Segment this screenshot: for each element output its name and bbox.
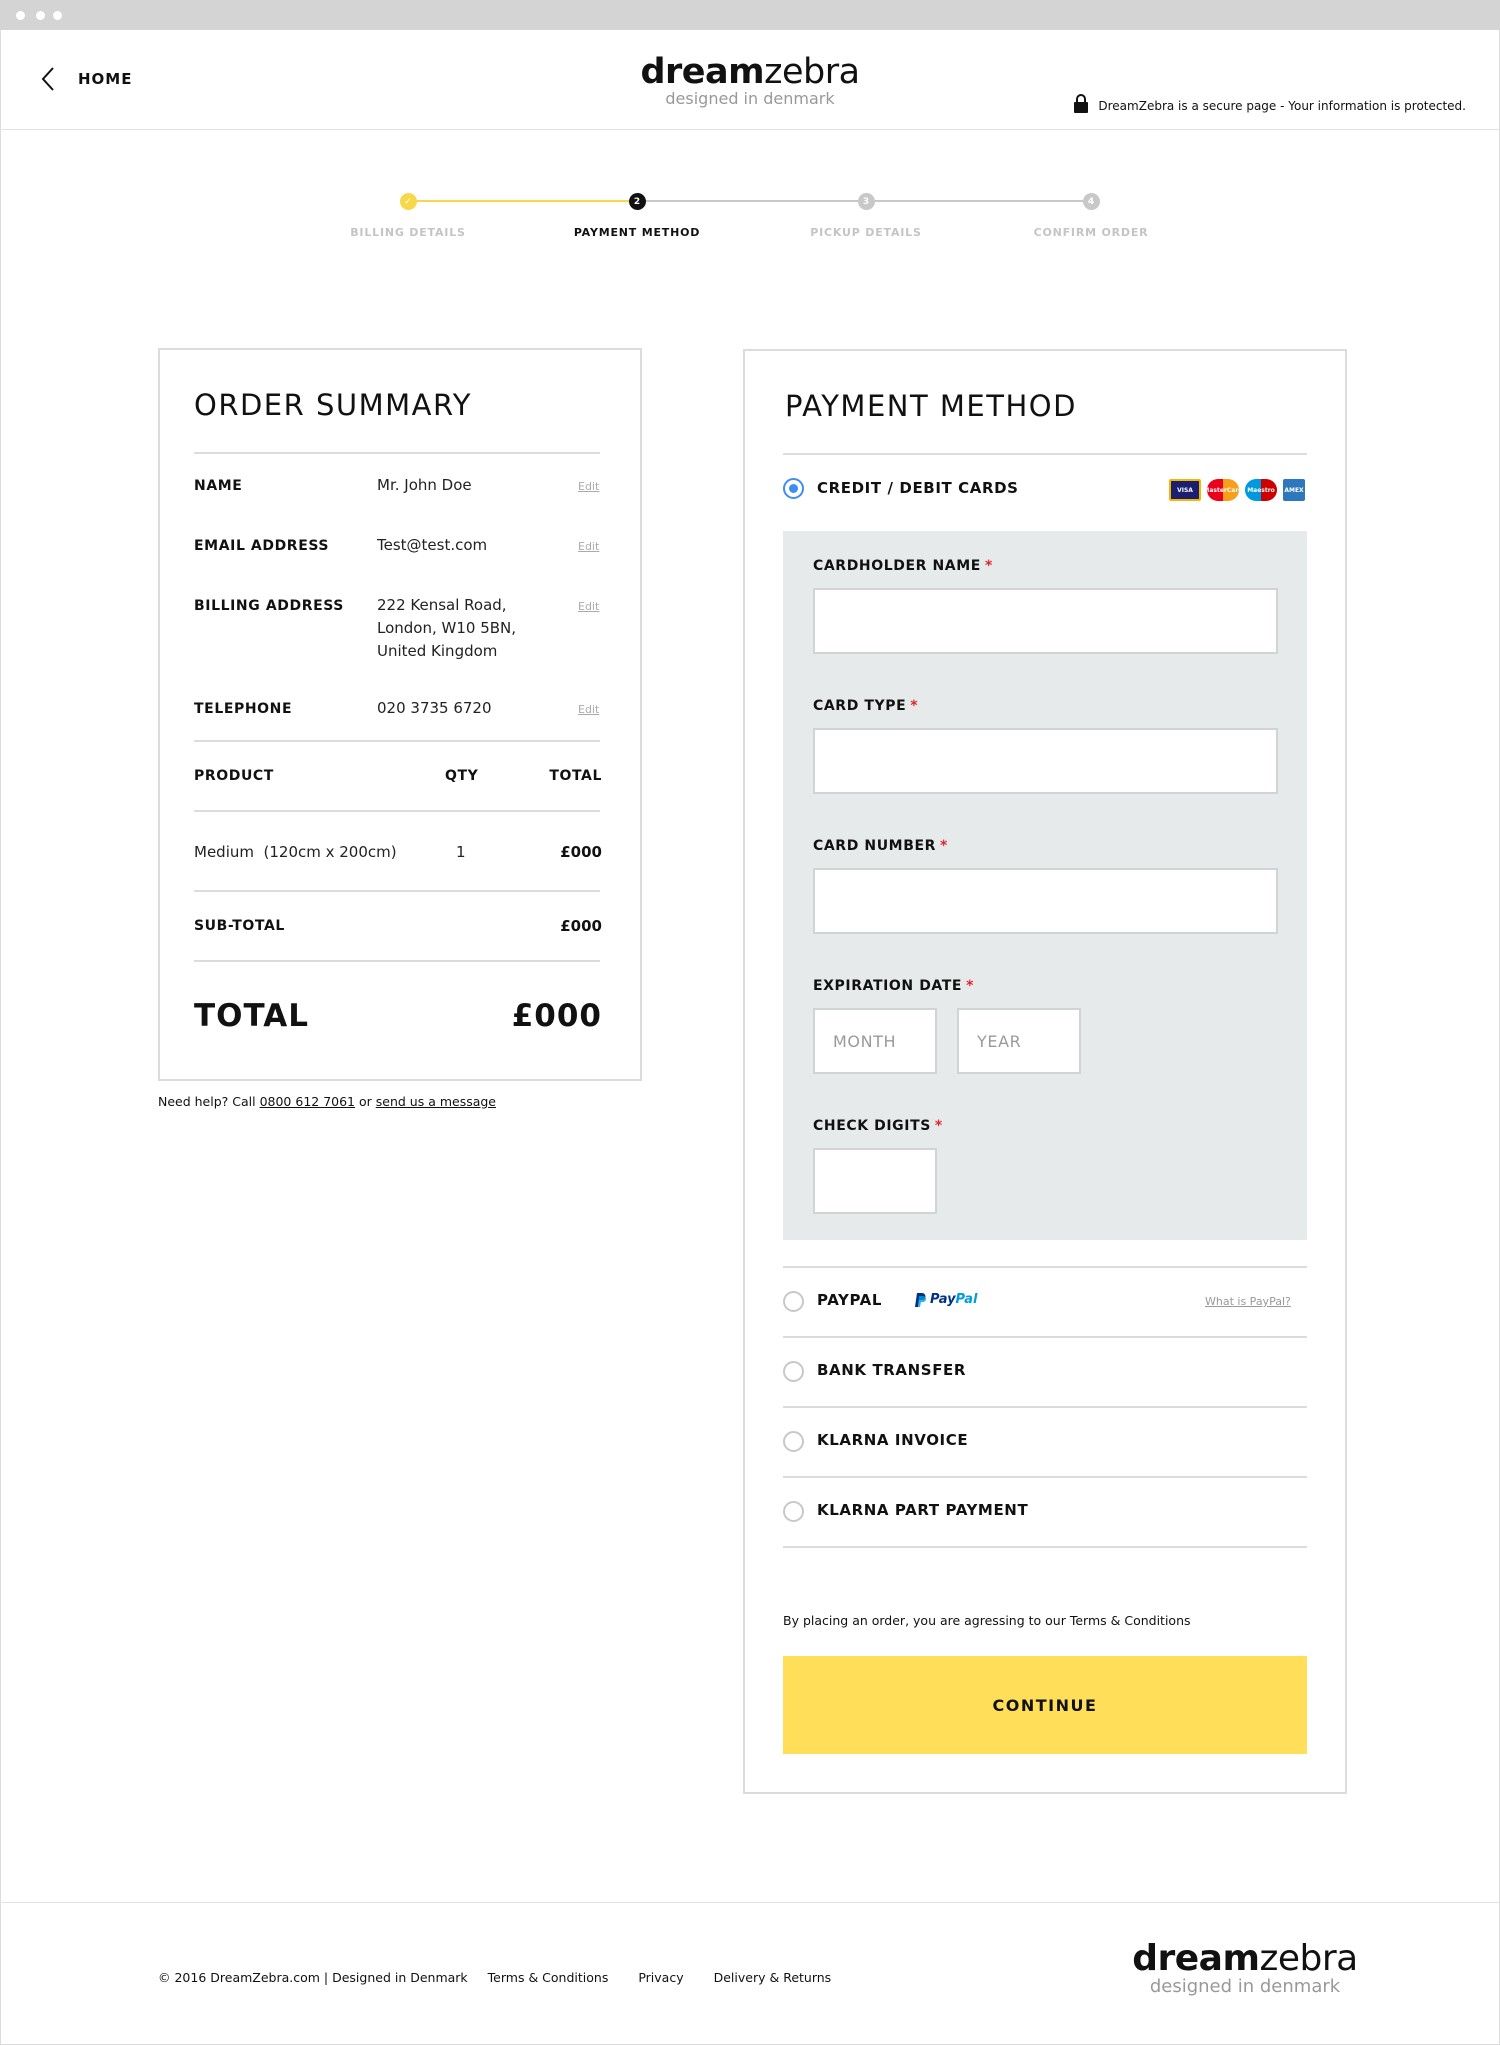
billing-address-label: BILLING ADDRESS <box>194 598 344 614</box>
cardholder-name-input[interactable] <box>813 588 1278 654</box>
divider <box>194 960 600 962</box>
help-phone-link[interactable]: 0800 612 7061 <box>259 1094 356 1109</box>
edit-address-link[interactable]: Edit <box>578 600 600 613</box>
step-check-icon: ✓ <box>400 193 417 210</box>
logo-word-light: zebra <box>1259 1938 1358 1979</box>
edit-name-link[interactable]: Edit <box>578 480 600 493</box>
step-label: CONFIRM ORDER <box>1033 226 1149 239</box>
paypal-icon <box>914 1293 926 1307</box>
expiration-date-label: EXPIRATION DATE * <box>813 978 975 994</box>
product-cell: Medium (120cm x 200cm) <box>194 843 397 861</box>
help-text <box>158 1094 496 1109</box>
klarna-part-payment-radio[interactable] <box>783 1501 804 1522</box>
logo-word-bold: dream <box>1132 1938 1260 1979</box>
step-number: 3 <box>858 193 875 210</box>
card-payment-label[interactable]: CREDIT / DEBIT CARDS <box>817 479 1019 497</box>
back-home-label: HOME <box>78 70 133 88</box>
bank-transfer-label[interactable]: BANK TRANSFER <box>817 1361 967 1379</box>
email-value: Test@test.com <box>377 536 488 554</box>
divider <box>194 890 600 892</box>
qty-cell: 1 <box>456 843 466 861</box>
card-payment-radio[interactable] <box>783 478 804 499</box>
continue-button[interactable]: CONTINUE <box>783 1656 1307 1754</box>
card-number-input[interactable] <box>813 868 1278 934</box>
mastercard-icon: MasterCard <box>1207 479 1239 501</box>
footer-logo[interactable] <box>1130 1939 1360 1997</box>
email-label: EMAIL ADDRESS <box>194 538 330 554</box>
divider <box>783 1336 1307 1338</box>
divider <box>194 452 600 454</box>
order-summary-title: ORDER SUMMARY <box>194 388 473 422</box>
help-prefix: Need help? Call <box>158 1094 260 1109</box>
lock-icon <box>1074 94 1088 113</box>
logo-tagline: designed in denmark <box>665 89 835 108</box>
payment-method-card <box>743 349 1347 1794</box>
amex-icon: AMEX <box>1283 479 1305 501</box>
send-message-link[interactable]: send us a message <box>375 1094 497 1109</box>
step-number: 2 <box>629 193 646 210</box>
step-payment-method[interactable] <box>537 193 737 239</box>
total-cell: £000 <box>560 843 602 861</box>
step-pickup-details[interactable] <box>766 193 966 239</box>
window-dot[interactable] <box>36 11 45 20</box>
footer-copyright: © 2016 DreamZebra.com | Designed in Denmark <box>158 1970 468 1985</box>
paypal-logo-pay: Pay <box>930 1292 956 1307</box>
divider <box>194 810 600 812</box>
divider <box>783 1476 1307 1478</box>
check-digits-input[interactable] <box>813 1148 937 1214</box>
divider <box>783 453 1307 455</box>
logo-word-light: zebra <box>764 52 860 92</box>
site-footer <box>0 1902 1500 2045</box>
maestro-icon: Maestro <box>1245 479 1277 501</box>
paypal-logo <box>914 1292 977 1307</box>
klarna-part-payment-label[interactable]: KLARNA PART PAYMENT <box>817 1501 1029 1519</box>
window-dot[interactable] <box>53 11 62 20</box>
step-label: BILLING DETAILS <box>350 226 466 239</box>
back-home-link[interactable] <box>40 66 132 92</box>
paypal-radio[interactable] <box>783 1291 804 1312</box>
footer-link-privacy[interactable]: Privacy <box>638 1970 684 1985</box>
window-dot[interactable] <box>16 11 25 20</box>
step-label: PAYMENT METHOD <box>573 226 701 239</box>
divider <box>783 1546 1307 1548</box>
name-value: Mr. John Doe <box>377 476 472 494</box>
edit-telephone-link[interactable]: Edit <box>578 703 600 716</box>
site-header <box>0 30 1500 130</box>
help-middle: or <box>355 1094 376 1109</box>
name-label: NAME <box>194 478 243 494</box>
step-number: 4 <box>1083 193 1100 210</box>
klarna-invoice-label[interactable]: KLARNA INVOICE <box>817 1431 969 1449</box>
telephone-label: TELEPHONE <box>194 701 293 717</box>
total-column-header: TOTAL <box>549 768 602 784</box>
footer-link-terms[interactable]: Terms & Conditions <box>487 1970 609 1985</box>
browser-title-bar <box>0 0 1500 30</box>
footer-links <box>158 1970 861 1985</box>
subtotal-value: £000 <box>560 917 602 935</box>
telephone-value: 020 3735 6720 <box>377 699 492 717</box>
subtotal-label: SUB-TOTAL <box>194 918 285 934</box>
chevron-left-icon <box>40 66 56 92</box>
step-confirm-order[interactable] <box>991 193 1191 239</box>
product-column-header: PRODUCT <box>194 768 274 784</box>
expiry-year-input[interactable] <box>957 1008 1081 1074</box>
paypal-label[interactable]: PAYPAL <box>817 1291 883 1309</box>
payment-method-title: PAYMENT METHOD <box>785 389 1077 423</box>
logo-tagline: designed in denmark <box>1149 1976 1341 1997</box>
edit-email-link[interactable]: Edit <box>578 540 600 553</box>
divider <box>783 1266 1307 1268</box>
secure-text: DreamZebra is a secure page - Your information is protected. <box>1098 98 1466 113</box>
klarna-invoice-radio[interactable] <box>783 1431 804 1452</box>
bank-transfer-radio[interactable] <box>783 1361 804 1382</box>
qty-column-header: QTY <box>445 768 479 784</box>
footer-link-delivery[interactable]: Delivery & Returns <box>713 1970 832 1985</box>
grand-total-value: £000 <box>511 998 602 1034</box>
check-digits-label: CHECK DIGITS * <box>813 1118 943 1134</box>
billing-address-value: 222 Kensal Road, London, W10 5BN, United Kingdom <box>377 596 517 660</box>
visa-icon: VISA <box>1169 479 1201 501</box>
order-summary-card <box>158 348 642 1081</box>
card-details-form <box>783 531 1307 1240</box>
card-type-input[interactable] <box>813 728 1278 794</box>
card-logos <box>1169 479 1305 501</box>
card-number-label: CARD NUMBER * <box>813 838 948 854</box>
step-label: PICKUP DETAILS <box>810 226 922 239</box>
divider <box>194 740 600 742</box>
paypal-logo-pal: Pal <box>955 1292 978 1307</box>
what-is-paypal-link[interactable]: What is PayPal? <box>1205 1295 1291 1308</box>
grand-total-label: TOTAL <box>194 998 309 1034</box>
secure-notice <box>1074 98 1466 113</box>
cardholder-label: CARDHOLDER NAME * <box>813 558 993 574</box>
logo-word-bold: dream <box>640 52 765 92</box>
header-logo[interactable] <box>600 52 900 108</box>
step-billing-details[interactable] <box>308 193 508 239</box>
card-type-label: CARD TYPE * <box>813 698 919 714</box>
expiry-month-input[interactable] <box>813 1008 937 1074</box>
terms-notice: By placing an order, you are agressing to our Terms & Conditions <box>783 1613 1191 1628</box>
divider <box>783 1406 1307 1408</box>
